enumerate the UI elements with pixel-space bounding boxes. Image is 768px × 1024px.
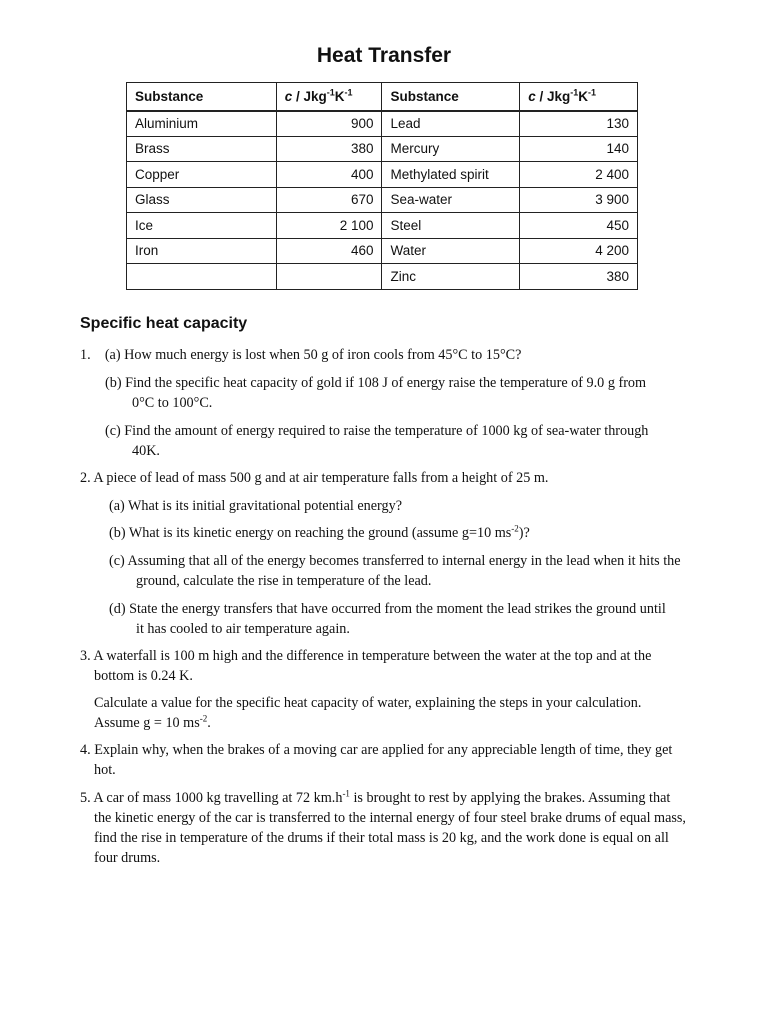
question-5: 5. A car of mass 1000 kg travelling at 72 $km.h^{-1}$ is brought to rest by applying the brakes. Assuming that the kinetic energy of the car is transferred to the internal energy of four steel brake drums of equal mass, find the rise in temperature of the drums if their total mass is 20 kg, and the work done is equal on all four drums. [80,788,686,866]
question-2c: (c) Assuming that all of the energy becomes transferred to internal energy in the lead when it hits the ground, calculate the rise in temperature of the lead. [109,553,681,589]
table-row [127,213,638,239]
table-cell: Mercury [382,136,520,162]
question-4: 4. Explain why, when the brakes of a moving car are applied for any appreciable length of time, they get hot. [80,742,673,778]
table-cell: 380 [520,264,638,290]
table-cell: Brass [127,136,277,162]
question-3: 3. A waterfall is 100 m high and the difference in temperature between the water at the top and at the bottom is 0.24 K. [80,648,652,684]
question-3-task: Calculate a value for the specific heat capacity of water, explaining the steps in your calculation. Assume g = 10 $ms^{-2}$. [94,695,642,731]
table-cell: Zinc [382,264,520,290]
table-cell: Ice [127,213,277,239]
question-1c: (c) Find the amount of energy required to raise the temperature of 1000 kg of sea-water through 40K. [105,423,649,459]
table-cell: 670 [276,187,382,213]
table-cell: 450 [520,213,638,239]
table-row [127,187,638,213]
table-cell: Methylated spirit [382,162,520,188]
table-cell: 900 [276,111,382,137]
table-cell: Glass [127,187,277,213]
table-row [127,111,638,137]
table-row [127,136,638,162]
table-cell: 4 200 [520,238,638,264]
table-cell: 460 [276,238,382,264]
table-header-row [127,83,638,111]
header-c-1: c / $Jkg^{-1}K^{-1}$ [276,83,382,111]
question-2d: (d) State the energy transfers that have occurred from the moment the lead strikes the ground until it has cooled to air temperature again. [109,601,666,637]
table-row [127,238,638,264]
table-cell: Lead [382,111,520,137]
question-2: 2. A piece of lead of mass 500 g and at air temperature falls from a height of 25 m. [80,470,549,486]
table-cell [276,264,382,290]
specific-heat-table [126,82,638,290]
table-cell: 380 [276,136,382,162]
table-cell: 400 [276,162,382,188]
question-2b: (b) What is its kinetic energy on reaching the ground (assume g=10 $ms^{-2}$)? [109,523,530,541]
table-cell: Water [382,238,520,264]
table-row [127,264,638,290]
table-cell: Steel [382,213,520,239]
table-cell: 2 400 [520,162,638,188]
question-2a: (a) What is its initial gravitational potential energy? [109,498,402,514]
page-title: Heat Transfer [316,44,452,67]
question-1b: (b) Find the specific heat capacity of gold if 108 J of energy raise the temperature of 9.0 g from 0°C to 100°C. [105,375,647,411]
table-row [127,162,638,188]
table-cell: Iron [127,238,277,264]
header-substance-2: Substance [382,83,520,111]
table-cell [127,264,277,290]
table-cell: 130 [520,111,638,137]
table-cell: 140 [520,136,638,162]
section-title: Specific heat capacity [80,315,248,332]
table-cell: Aluminium [127,111,277,137]
header-substance-1: Substance [127,83,277,111]
table-cell: 3 900 [520,187,638,213]
table-cell: Copper [127,162,277,188]
question-1a: 1. (a) How much energy is lost when 50 g of iron cools from 45°C to 15°C? [80,347,522,363]
table-cell: Sea-water [382,187,520,213]
header-c-2: c / $Jkg^{-1}K^{-1}$ [520,83,638,111]
table-cell: 2 100 [276,213,382,239]
